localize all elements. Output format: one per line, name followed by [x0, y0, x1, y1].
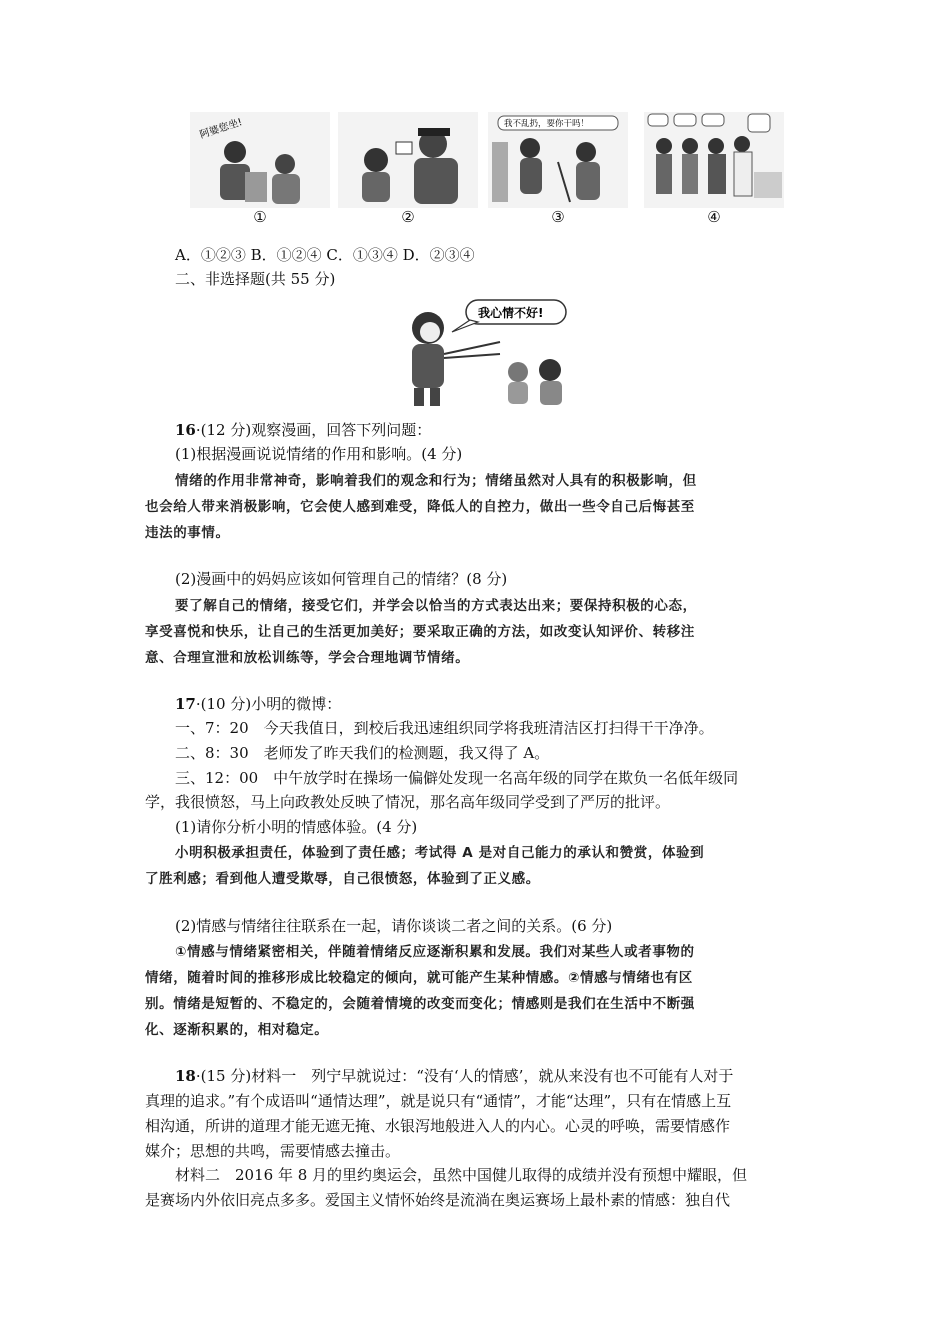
- mother-cartoon-illustration: [400, 298, 580, 410]
- answer-options: A．①②③ B．①②④ C．①③④ D．②③④: [175, 246, 475, 264]
- q17-sub2: (2)情感与情绪往往联系在一起，请你谈谈二者之间的关系。(6 分): [175, 917, 613, 935]
- q18-line-1: [175, 1064, 840, 1088]
- q18-line-3: 相沟通，所讲的道理才能无遮无掩、水银泻地般进入人的内心。心灵的呼唤，需要情感作: [145, 1117, 731, 1135]
- q16-answer2-line3: 意、合理宣泄和放松训练等，学会合理地调节情绪。: [145, 650, 470, 666]
- q17-answer1-line2: 了胜利感；看到他人遭受欺辱，自己很愤怒，体验到了正义感。: [145, 871, 540, 887]
- q17-entry-2: 二、8：30 老师发了昨天我们的检测题，我又得了 A。: [175, 744, 550, 762]
- comic-panel-3-illustration: [488, 112, 628, 208]
- q17-answer1-line1: 小明积极承担责任，体验到了责任感；考试得 A 是对自己能力的承认和赞赏，体验到: [175, 845, 705, 861]
- comic-panel-1: [190, 112, 330, 208]
- q17-answer2-line1: ①情感与情绪紧密相关，伴随着情绪反应逐渐积累和发展。我们对某些人或者事物的: [175, 944, 695, 960]
- q16-answer2-line1: 要了解自己的情绪，接受它们，并学会以恰当的方式表达出来；要保持积极的心态，: [175, 598, 697, 614]
- section-title: 二、非选择题(共 55 分): [175, 270, 336, 288]
- comic-number-3: ③: [551, 208, 565, 226]
- q16-title: [175, 418, 840, 442]
- q16-title-text: ·(12 分)观察漫画，回答下列问题：: [195, 421, 432, 439]
- q16-answer1-line3: 违法的事情。: [145, 525, 230, 541]
- q18-line-4: 媒介；思想的共鸣，需要情感去撞击。: [145, 1142, 401, 1160]
- q17-title-text: ·(10 分)小明的微博：: [195, 695, 342, 713]
- q16-sub1: (1)根据漫画说说情绪的作用和影响。(4 分): [175, 445, 463, 463]
- comic-panel-4: [644, 112, 784, 208]
- q16-sub2: (2)漫画中的妈妈应该如何管理自己的情绪？(8 分): [175, 570, 508, 588]
- q18-number: 18: [175, 1067, 196, 1085]
- comic-panel-3: [488, 112, 628, 208]
- q17-answer2-line3: 别。情绪是短暂的、不稳定的，会随着情境的改变而变化；情感则是我们在生活中不断强: [145, 996, 695, 1012]
- cartoon-speech-bubble: 我心情不好!: [478, 306, 544, 320]
- comic-number-2: ②: [401, 208, 415, 226]
- comic-panel-4-illustration: [644, 112, 784, 208]
- mother-cartoon: [400, 298, 580, 410]
- comic-strip: [190, 112, 790, 230]
- comic-number-4: ④: [707, 208, 721, 226]
- q16-answer2-line2: 享受喜悦和快乐，让自己的生活更加美好；要采取正确的方法，如改变认知评价、转移注: [145, 624, 695, 640]
- comic-caption-3: 我不乱扔，要你干吗！: [504, 119, 590, 129]
- q17-answer2-line2: 情绪，随着时间的推移形成比较稳定的倾向，就可能产生某种情感。②情感与情绪也有区: [145, 970, 693, 986]
- q17-entry-3: 三、12：00 中午放学时在操场一偏僻处发现一名高年级的同学在欺负一名低年级同: [175, 769, 739, 787]
- comic-caption-1: 阿婆您坐!: [198, 116, 244, 142]
- comic-panel-2: [338, 112, 478, 208]
- q16-number: 16: [175, 421, 196, 439]
- q16-answer1-line2: 也会给人带来消极影响，它会使人感到难受，降低人的自控力，做出一些令自己后悔甚至: [145, 499, 695, 515]
- q17-answer2-line4: 化、逐渐积累的，相对稳定。: [145, 1022, 329, 1038]
- q18-line-6: 是赛场内外依旧亮点多多。爱国主义情怀始终是流淌在奥运赛场上最朴素的情感：独自代: [145, 1191, 731, 1209]
- q17-entry-3-cont: 学，我很愤怒，马上向政教处反映了情况，那名高年级同学受到了严厉的批评。: [145, 793, 671, 811]
- q17-entry-1: 一、7：20 今天我值日，到校后我迅速组织同学将我班清洁区打扫得干干净净。: [175, 719, 714, 737]
- q18-line-5: 材料二 2016 年 8 月的里约奥运会，虽然中国健儿取得的成绩并没有预想中耀眼，但: [175, 1166, 748, 1184]
- comic-panel-1-illustration: [190, 112, 330, 208]
- q17-sub1: (1)请你分析小明的情感体验。(4 分): [175, 818, 418, 836]
- q17-title: [175, 692, 840, 716]
- q18-line-1-text: ·(15 分)材料一 列宁早就说过：“没有‘人的情感’，就从来没有也不可能有人对于: [195, 1067, 734, 1085]
- q18-line-2: 真理的追求。”有个成语叫“通情达理”，就是说只有“通情”，才能“达理”，只有在情感上互: [145, 1092, 732, 1110]
- comic-panel-2-illustration: [338, 112, 478, 208]
- comic-number-1: ①: [253, 208, 267, 226]
- q17-number: 17: [175, 695, 196, 713]
- q16-answer1-line1: 情绪的作用非常神奇，影响着我们的观念和行为；情绪虽然对人具有的积极影响，但: [175, 473, 697, 489]
